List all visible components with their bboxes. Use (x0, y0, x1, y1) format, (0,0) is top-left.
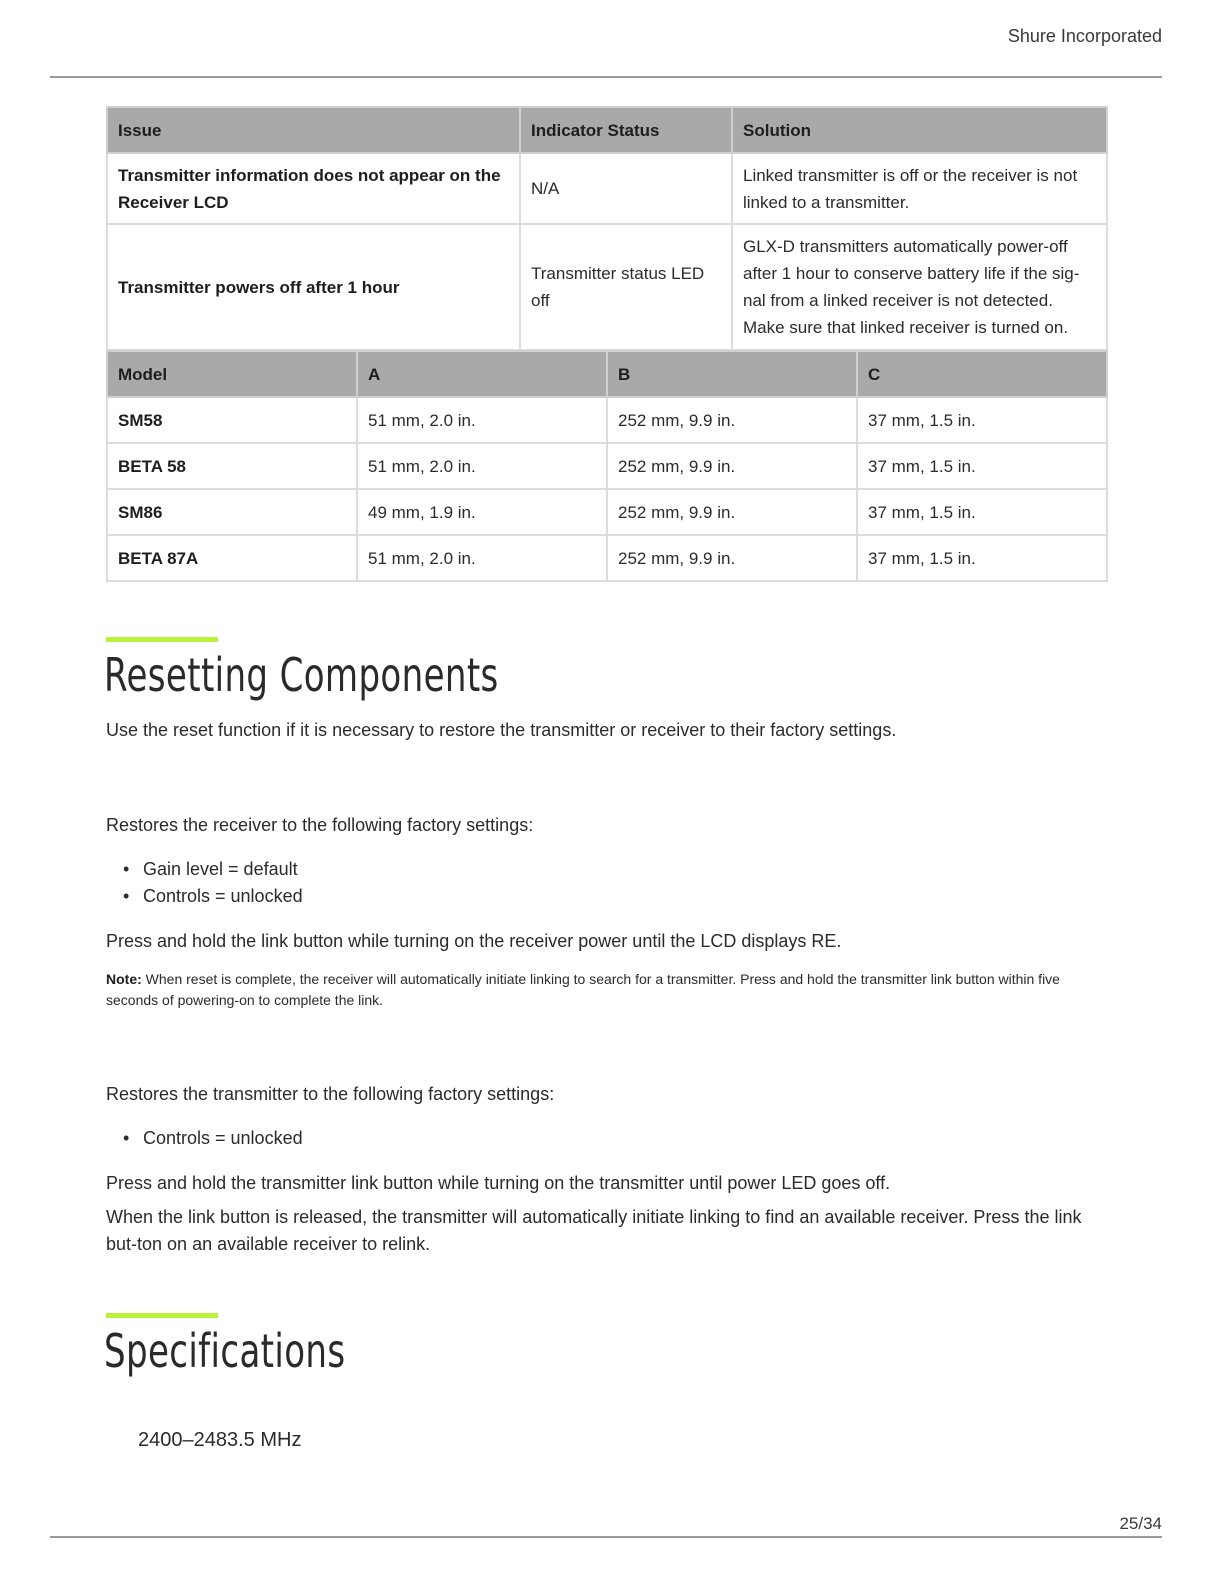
dimension-b-cell: 252 mm, 9.9 in. (607, 397, 857, 443)
dimension-a-cell: 51 mm, 2.0 in. (357, 443, 607, 489)
section-accent-bar (106, 637, 218, 642)
dimension-b-cell: 252 mm, 9.9 in. (607, 443, 857, 489)
table-row (107, 489, 1107, 535)
dimension-a-cell: 51 mm, 2.0 in. (357, 535, 607, 581)
receiver-reset-note (106, 969, 1106, 1011)
table-header-row (107, 107, 1107, 153)
section-title-specifications: Specifications (104, 1324, 346, 1378)
issue-cell: Transmitter powers off after 1 hour (107, 224, 520, 350)
receiver-settings-list (106, 856, 303, 910)
model-cell: SM86 (107, 489, 357, 535)
dimension-c-cell: 37 mm, 1.5 in. (857, 397, 1107, 443)
dimension-c-cell: 37 mm, 1.5 in. (857, 443, 1107, 489)
table-row (107, 397, 1107, 443)
list-item: • Gain level = default (106, 856, 303, 883)
troubleshooting-table (106, 106, 1108, 351)
dimension-c-cell: 37 mm, 1.5 in. (857, 489, 1107, 535)
list-item: • Controls = unlocked (106, 1125, 303, 1152)
indicator-cell: N/A (520, 153, 732, 224)
transmitter-reset-lead: Restores the transmitter to the following factory settings: (106, 1084, 555, 1104)
page-number: 25/34 (1119, 1514, 1162, 1533)
column-header-model: Model (107, 351, 357, 397)
footer-divider (50, 1536, 1162, 1538)
transmitter-settings-list (106, 1125, 303, 1152)
frequency-range-value: 2400–2483.5 MHz (138, 1429, 302, 1451)
solution-cell: GLX-D transmitters automatically power-off after 1 hour to conserve battery life if the sig-nal from a linked receiver is not detected. Make sure that linked receiver is turned on. (732, 224, 1107, 350)
list-item: • Controls = unlocked (106, 883, 303, 910)
section-title-resetting: Resetting Components (104, 648, 499, 702)
dimension-b-cell: 252 mm, 9.9 in. (607, 489, 857, 535)
dimensions-table (106, 350, 1108, 582)
model-cell: BETA 87A (107, 535, 357, 581)
table-row (107, 224, 1107, 350)
table-row (107, 153, 1107, 224)
solution-cell: Linked transmitter is off or the receiver is not linked to a transmitter. (732, 153, 1107, 224)
note-text: When reset is complete, the receiver will automatically initiate linking to search for a transmitter. Press and hold the transmitter link button within five seconds of powering-on to complete the link. (106, 971, 1060, 1008)
note-label: Note: (106, 971, 142, 987)
header-company-name: Shure Incorporated (1007, 26, 1162, 46)
dimension-c-cell: 37 mm, 1.5 in. (857, 535, 1107, 581)
section-accent-bar (106, 1313, 218, 1318)
transmitter-reset-instruction: Press and hold the transmitter link button while turning on the transmitter until power LED goes off. (106, 1173, 891, 1193)
model-cell: BETA 58 (107, 443, 357, 489)
indicator-cell: Transmitter status LED off (520, 224, 732, 350)
column-header-b: B (607, 351, 857, 397)
column-header-a: A (357, 351, 607, 397)
table-header-row (107, 351, 1107, 397)
table-row (107, 535, 1107, 581)
receiver-reset-lead: Restores the receiver to the following factory settings: (106, 815, 534, 835)
dimension-a-cell: 51 mm, 2.0 in. (357, 397, 607, 443)
table-row (107, 443, 1107, 489)
column-header-solution: Solution (732, 107, 1107, 153)
column-header-c: C (857, 351, 1107, 397)
transmitter-reset-followup: When the link button is released, the transmitter will automatically initiate linking to find an available receiver. Press the link but-ton on an available receiver to relink. (106, 1207, 1082, 1254)
resetting-intro: Use the reset function if it is necessary to restore the transmitter or receiver to their factory settings. (106, 720, 897, 740)
dimension-b-cell: 252 mm, 9.9 in. (607, 535, 857, 581)
column-header-indicator-status: Indicator Status (520, 107, 732, 153)
dimension-a-cell: 49 mm, 1.9 in. (357, 489, 607, 535)
header-divider (50, 76, 1162, 78)
receiver-reset-instruction: Press and hold the link button while turning on the receiver power until the LCD displays RE. (106, 931, 842, 951)
column-header-issue: Issue (107, 107, 520, 153)
issue-cell: Transmitter information does not appear on the Receiver LCD (107, 153, 520, 224)
model-cell: SM58 (107, 397, 357, 443)
